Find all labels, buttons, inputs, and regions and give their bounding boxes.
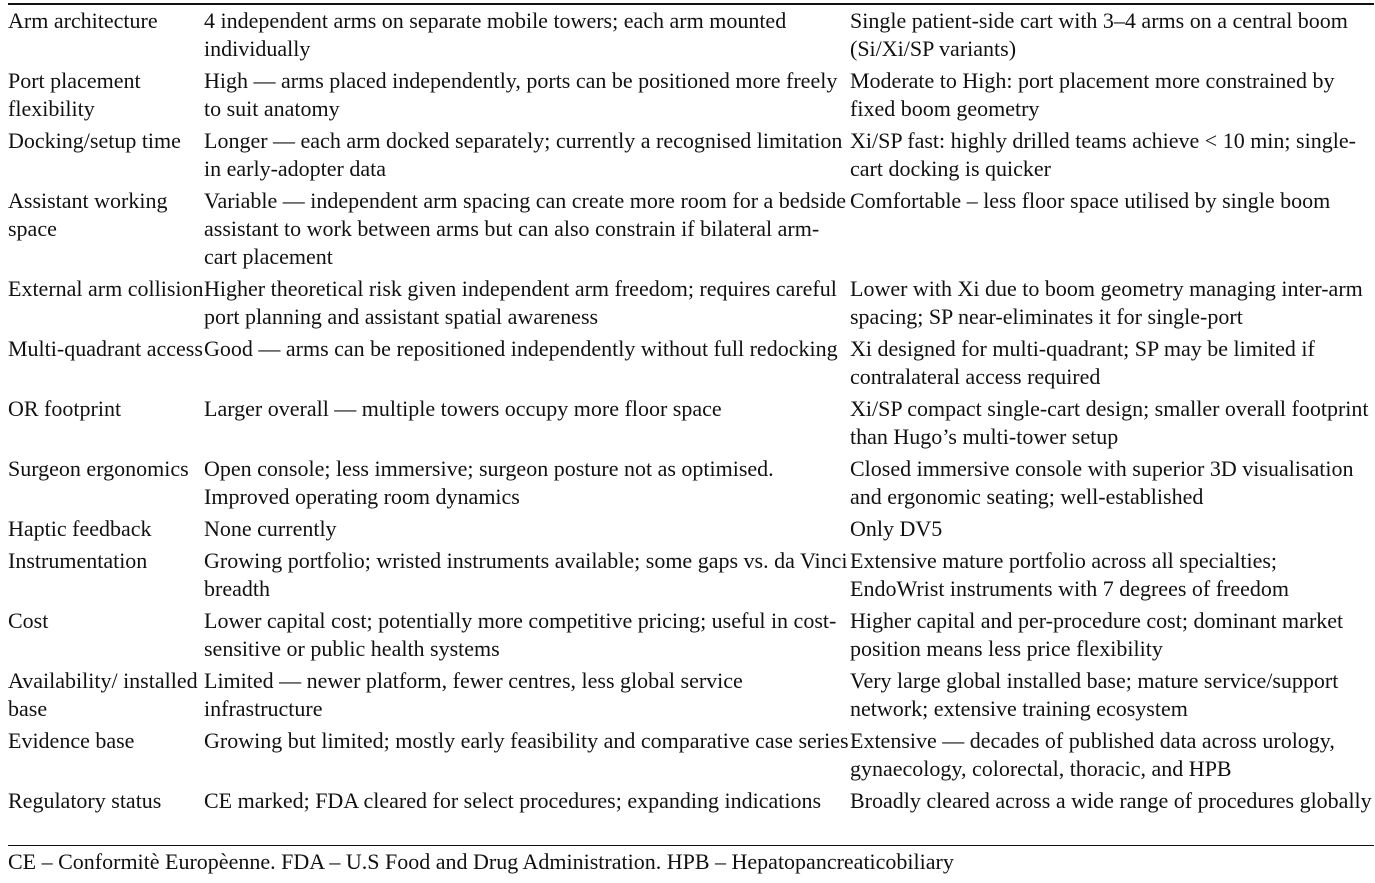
table-top-rule — [8, 3, 1374, 5]
feature-cell: Availability/ installed base — [8, 668, 198, 721]
table-row — [8, 6, 1374, 66]
table-bottom-rule — [8, 845, 1374, 846]
table-row — [8, 666, 1374, 726]
table-row — [8, 274, 1374, 334]
hugo-cell: 4 independent arms on separate mobile towers; each arm mounted individually — [204, 8, 787, 61]
feature-cell: Regulatory status — [8, 788, 162, 813]
feature-cell: Instrumentation — [8, 548, 148, 573]
davinci-cell: Xi/SP fast: highly drilled teams achieve < 10 min; single-cart docking is quicker — [850, 128, 1356, 181]
feature-cell: External arm collision — [8, 276, 204, 301]
hugo-cell: Growing but limited; mostly early feasibility and comparative case series — [204, 728, 849, 753]
davinci-cell: Only DV5 — [850, 516, 943, 541]
davinci-cell: Moderate to High: port placement more constrained by fixed boom geometry — [850, 68, 1335, 121]
table-row — [8, 514, 1374, 546]
table-row — [8, 334, 1374, 394]
davinci-cell: Closed immersive console with superior 3D visualisation and ergonomic seating; well-established — [850, 456, 1354, 509]
hugo-cell: Larger overall — multiple towers occupy more floor space — [204, 396, 722, 421]
davinci-cell: Single patient-side cart with 3–4 arms on a central boom (Si/Xi/SP variants) — [850, 8, 1348, 61]
hugo-cell: Growing portfolio; wristed instruments available; some gaps vs. da Vinci breadth — [204, 548, 848, 601]
hugo-cell: CE marked; FDA cleared for select procedures; expanding indications — [204, 788, 822, 813]
table-row — [8, 394, 1374, 454]
comparison-table — [8, 6, 1374, 818]
feature-cell: Arm architecture — [8, 8, 158, 33]
table-row — [8, 786, 1374, 818]
davinci-cell: Broadly cleared across a wide range of procedures globally — [850, 788, 1372, 813]
feature-cell: Haptic feedback — [8, 516, 152, 541]
davinci-cell: Xi/SP compact single-cart design; smaller overall footprint than Hugo’s multi-tower setup — [850, 396, 1369, 449]
feature-cell: Surgeon ergonomics — [8, 456, 189, 481]
comparison-table-body — [8, 6, 1374, 818]
table-row — [8, 454, 1374, 514]
hugo-cell: None currently — [204, 516, 337, 541]
davinci-cell: Very large global installed base; mature service/support network; extensive training ecosystem — [850, 668, 1339, 721]
davinci-cell: Lower with Xi due to boom geometry managing inter-arm spacing; SP near-eliminates it for single-port — [850, 276, 1363, 329]
davinci-cell: Xi designed for multi-quadrant; SP may be limited if contralateral access required — [850, 336, 1315, 389]
hugo-cell: Good — arms can be repositioned independently without full redocking — [204, 336, 838, 361]
davinci-cell: Higher capital and per-procedure cost; dominant market position means less price flexibility — [850, 608, 1344, 661]
table-row — [8, 66, 1374, 126]
hugo-cell: Open console; less immersive; surgeon posture not as optimised. Improved operating room dynamics — [204, 456, 774, 509]
feature-cell: OR footprint — [8, 396, 122, 421]
feature-cell: Assistant working space — [8, 188, 168, 241]
feature-cell: Cost — [8, 608, 49, 633]
davinci-cell: Comfortable – less floor space utilised by single boom — [850, 188, 1331, 213]
table-footnote: CE – Conformitè Europèenne. FDA – U.S Food and Drug Administration. HPB – Hepatopancreaticobiliary — [8, 849, 954, 874]
table-row — [8, 126, 1374, 186]
feature-cell: Evidence base — [8, 728, 135, 753]
table-row — [8, 726, 1374, 786]
davinci-cell: Extensive — decades of published data across urology, gynaecology, colorectal, thoracic, and HPB — [850, 728, 1335, 781]
hugo-cell: Variable — independent arm spacing can create more room for a bedside assistant to work between arms but can also constrain if bilateral arm-cart placement — [204, 188, 847, 269]
hugo-cell: Lower capital cost; potentially more competitive pricing; useful in cost-sensitive or public health systems — [204, 608, 837, 661]
hugo-cell: High — arms placed independently, ports can be positioned more freely to suit anatomy — [204, 68, 838, 121]
table-row — [8, 546, 1374, 606]
table-row — [8, 186, 1374, 274]
hugo-cell: Longer — each arm docked separately; currently a recognised limitation in early-adopter data — [204, 128, 843, 181]
table-row — [8, 606, 1374, 666]
feature-cell: Docking/setup time — [8, 128, 181, 153]
hugo-cell: Limited — newer platform, fewer centres, less global service infrastructure — [204, 668, 743, 721]
hugo-cell: Higher theoretical risk given independent arm freedom; requires careful port planning and assistant spatial awareness — [204, 276, 837, 329]
feature-cell: Port placement flexibility — [8, 68, 141, 121]
feature-cell: Multi-quadrant access — [8, 336, 203, 361]
davinci-cell: Extensive mature portfolio across all specialties; EndoWrist instruments with 7 degrees of freedom — [850, 548, 1290, 601]
